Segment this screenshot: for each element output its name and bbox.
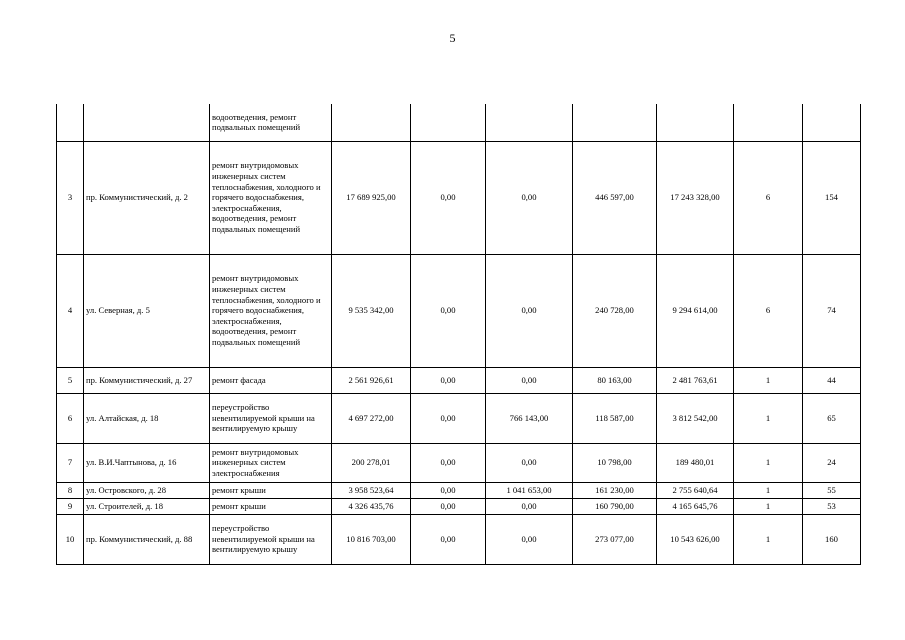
row-cell-7: 80 163,00 bbox=[573, 367, 657, 393]
row-work-type: ремонт внутридомовых инженерных систем теплоснабжения, холодного и горячего водоснабжения, электроснабжения, водоотведения, ремонт подвальных помещений bbox=[210, 254, 332, 367]
row-cell-5: 0,00 bbox=[411, 514, 486, 564]
row-total-cost: 4 697 272,00 bbox=[332, 393, 411, 443]
row-address: ул. В.И.Чаптынова, д. 16 bbox=[84, 443, 210, 482]
row-cell-10 bbox=[803, 104, 861, 141]
page-number: 5 bbox=[449, 31, 456, 45]
row-number: 5 bbox=[57, 367, 84, 393]
row-cell-7: 161 230,00 bbox=[573, 482, 657, 498]
table-row bbox=[57, 482, 861, 498]
row-number bbox=[57, 104, 84, 141]
table-row bbox=[57, 393, 861, 443]
row-address: ул. Строителей, д. 18 bbox=[84, 498, 210, 514]
table-row bbox=[57, 498, 861, 514]
row-cell-8: 2 481 763,61 bbox=[657, 367, 734, 393]
row-number: 10 bbox=[57, 514, 84, 564]
row-cell-9 bbox=[734, 104, 803, 141]
table-row bbox=[57, 254, 861, 367]
row-address: ул. Северная, д. 5 bbox=[84, 254, 210, 367]
row-work-type: ремонт крыши bbox=[210, 498, 332, 514]
row-number: 4 bbox=[57, 254, 84, 367]
row-cell-7: 118 587,00 bbox=[573, 393, 657, 443]
row-work-type: водоотведения, ремонт подвальных помещений bbox=[210, 104, 332, 141]
row-number: 6 bbox=[57, 393, 84, 443]
row-cell-8: 17 243 328,00 bbox=[657, 141, 734, 254]
row-cell-6: 0,00 bbox=[486, 498, 573, 514]
row-cell-8: 189 480,01 bbox=[657, 443, 734, 482]
row-total-cost: 4 326 435,76 bbox=[332, 498, 411, 514]
row-cell-8: 10 543 626,00 bbox=[657, 514, 734, 564]
row-cell-9: 6 bbox=[734, 254, 803, 367]
row-address: ул. Островского, д. 28 bbox=[84, 482, 210, 498]
row-cell-6: 0,00 bbox=[486, 141, 573, 254]
row-cell-6: 0,00 bbox=[486, 367, 573, 393]
row-work-type: ремонт крыши bbox=[210, 482, 332, 498]
row-cell-6 bbox=[486, 104, 573, 141]
table-row bbox=[57, 141, 861, 254]
row-work-type: переустройство невентилируемой крыши на вентилируемую крышу bbox=[210, 514, 332, 564]
row-cell-7: 240 728,00 bbox=[573, 254, 657, 367]
row-number: 9 bbox=[57, 498, 84, 514]
table-row bbox=[57, 367, 861, 393]
row-cell-10: 74 bbox=[803, 254, 861, 367]
row-cell-5 bbox=[411, 104, 486, 141]
row-cell-6: 0,00 bbox=[486, 254, 573, 367]
row-cell-10: 154 bbox=[803, 141, 861, 254]
row-total-cost: 17 689 925,00 bbox=[332, 141, 411, 254]
row-total-cost bbox=[332, 104, 411, 141]
row-cell-5: 0,00 bbox=[411, 443, 486, 482]
row-cell-6: 0,00 bbox=[486, 443, 573, 482]
table-row bbox=[57, 443, 861, 482]
row-cell-5: 0,00 bbox=[411, 482, 486, 498]
row-address bbox=[84, 104, 210, 141]
table-row bbox=[57, 104, 861, 141]
row-cell-7: 446 597,00 bbox=[573, 141, 657, 254]
row-cell-9: 1 bbox=[734, 482, 803, 498]
row-cell-8: 2 755 640,64 bbox=[657, 482, 734, 498]
row-cell-9: 6 bbox=[734, 141, 803, 254]
row-cell-9: 1 bbox=[734, 514, 803, 564]
row-cell-9: 1 bbox=[734, 498, 803, 514]
row-cell-10: 24 bbox=[803, 443, 861, 482]
row-total-cost: 200 278,01 bbox=[332, 443, 411, 482]
row-cell-5: 0,00 bbox=[411, 141, 486, 254]
row-cell-10: 53 bbox=[803, 498, 861, 514]
row-cell-10: 65 bbox=[803, 393, 861, 443]
row-cell-7: 160 790,00 bbox=[573, 498, 657, 514]
row-cell-9: 1 bbox=[734, 393, 803, 443]
row-total-cost: 3 958 523,64 bbox=[332, 482, 411, 498]
row-total-cost: 9 535 342,00 bbox=[332, 254, 411, 367]
row-work-type: ремонт внутридомовых инженерных систем электроснабжения bbox=[210, 443, 332, 482]
row-address: пр. Коммунистический, д. 2 bbox=[84, 141, 210, 254]
table-row bbox=[57, 514, 861, 564]
row-cell-5: 0,00 bbox=[411, 367, 486, 393]
row-total-cost: 10 816 703,00 bbox=[332, 514, 411, 564]
row-cell-8: 4 165 645,76 bbox=[657, 498, 734, 514]
row-address: ул. Алтайская, д. 18 bbox=[84, 393, 210, 443]
row-cell-8 bbox=[657, 104, 734, 141]
row-cell-9: 1 bbox=[734, 443, 803, 482]
row-cell-5: 0,00 bbox=[411, 498, 486, 514]
row-cell-6: 766 143,00 bbox=[486, 393, 573, 443]
row-cell-10: 44 bbox=[803, 367, 861, 393]
repair-table bbox=[56, 104, 861, 565]
row-address: пр. Коммунистический, д. 27 bbox=[84, 367, 210, 393]
row-cell-5: 0,00 bbox=[411, 254, 486, 367]
row-cell-9: 1 bbox=[734, 367, 803, 393]
row-cell-8: 9 294 614,00 bbox=[657, 254, 734, 367]
row-number: 3 bbox=[57, 141, 84, 254]
row-cell-5: 0,00 bbox=[411, 393, 486, 443]
row-total-cost: 2 561 926,61 bbox=[332, 367, 411, 393]
row-number: 8 bbox=[57, 482, 84, 498]
row-work-type: переустройство невентилируемой крыши на вентилируемую крышу bbox=[210, 393, 332, 443]
row-work-type: ремонт фасада bbox=[210, 367, 332, 393]
row-cell-6: 0,00 bbox=[486, 514, 573, 564]
row-cell-7 bbox=[573, 104, 657, 141]
row-cell-8: 3 812 542,00 bbox=[657, 393, 734, 443]
row-cell-10: 160 bbox=[803, 514, 861, 564]
row-work-type: ремонт внутридомовых инженерных систем теплоснабжения, холодного и горячего водоснабжения, электроснабжения, водоотведения, ремонт подвальных помещений bbox=[210, 141, 332, 254]
row-address: пр. Коммунистический, д. 88 bbox=[84, 514, 210, 564]
row-number: 7 bbox=[57, 443, 84, 482]
row-cell-6: 1 041 653,00 bbox=[486, 482, 573, 498]
row-cell-7: 273 077,00 bbox=[573, 514, 657, 564]
row-cell-7: 10 798,00 bbox=[573, 443, 657, 482]
row-cell-10: 55 bbox=[803, 482, 861, 498]
